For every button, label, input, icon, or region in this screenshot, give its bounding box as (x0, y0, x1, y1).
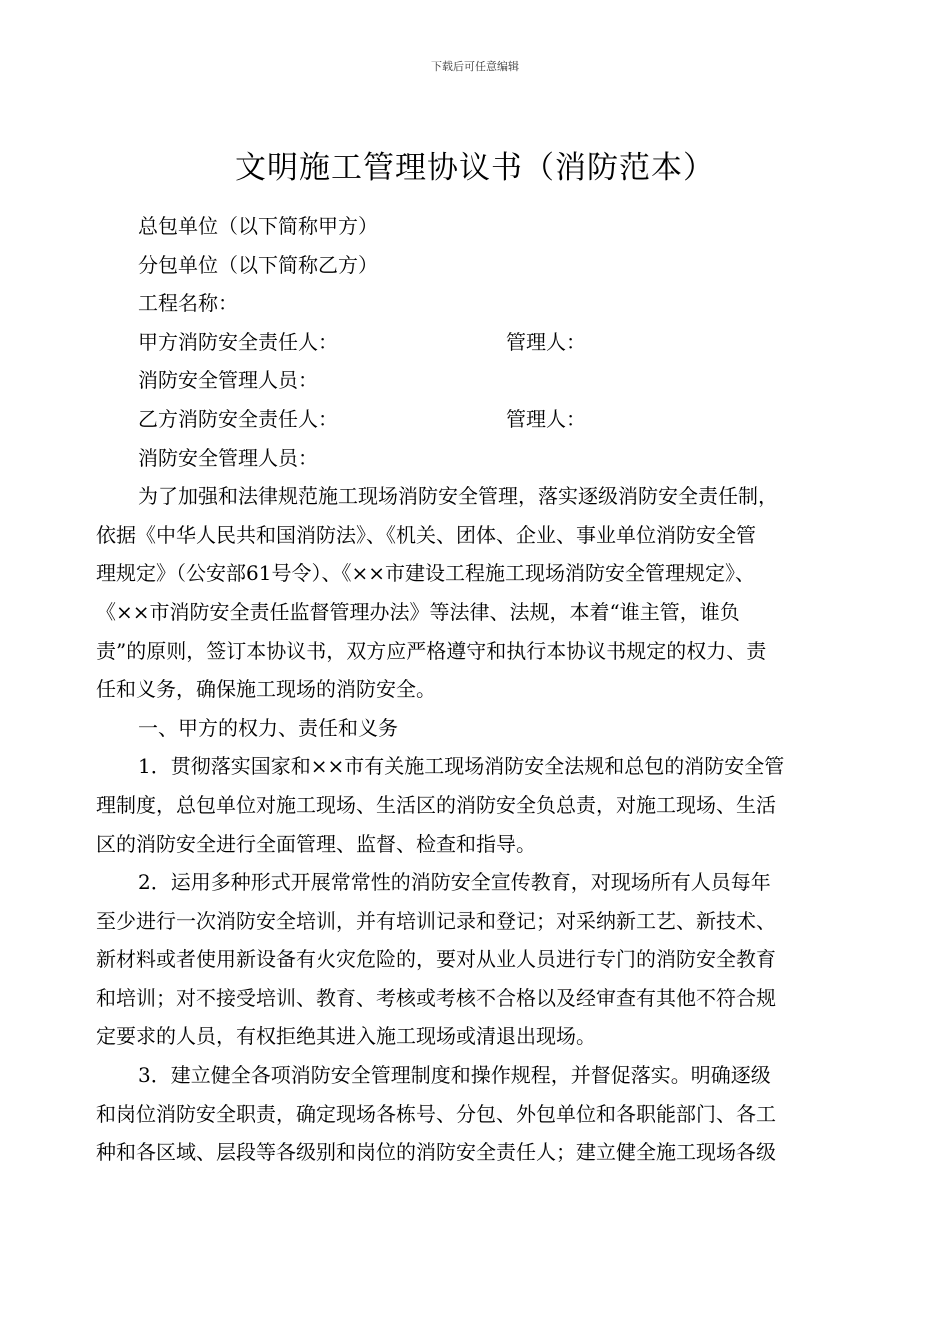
item2-line: 和培训；对不接受培训、教育、考核或考核不合格以及经审查有其他不符合规 (96, 985, 776, 1010)
document-body (96, 207, 856, 1172)
preamble-line: 为了加强和法律规范施工现场消防安全管理，落实逐级消防安全责任制， (138, 484, 778, 509)
section-heading: 一、甲方的权力、责任和义务 (138, 715, 398, 740)
item3-line: 种和各区域、层段等各级别和岗位的消防安全责任人；建立健全施工现场各级 (96, 1140, 776, 1165)
party-b-row (96, 400, 856, 439)
item2-line: 2．运用多种形式开展常常性的消防安全宣传教育，对现场所有人员每年 (138, 870, 771, 895)
item1-line: 1．贯彻落实国家和××市有关施工现场消防安全法规和总包的消防安全管 (138, 754, 785, 779)
item2-line: 至少进行一次消防安全培训，并有培训记录和登记；对采纳新工艺、新技术、 (96, 908, 776, 933)
preamble-line: 理规定》（公安部61号令）、《××市建设工程施工现场消防安全管理规定》、 (96, 561, 755, 586)
party-a-manager-field: 管理人： (506, 329, 586, 354)
preamble-line: 《××市消防安全责任监督管理办法》等法律、法规，本着“谁主管，谁负 (96, 599, 740, 624)
item2-line: 定要求的人员，有权拒绝其进入施工现场或清退出现场。 (96, 1024, 596, 1049)
item3-line: 和岗位消防安全职责，确定现场各栋号、分包、外包单位和各职能部门、各工 (96, 1101, 776, 1126)
party-b-staff-field: 消防安全管理人员： (138, 445, 318, 470)
party-b-responsible-field: 乙方消防安全责任人： (138, 406, 338, 431)
item1-line: 区的消防安全进行全面管理、监督、检查和指导。 (96, 831, 536, 856)
general-contractor-field: 总包单位（以下简称甲方） (138, 214, 378, 238)
item2-line: 新材料或者使用新设备有火灾危险的，要对从业人员进行专门的消防安全教育 (96, 947, 776, 972)
party-a-responsible-field: 甲方消防安全责任人： (138, 329, 338, 354)
header-note: 下载后可任意编辑 (431, 60, 519, 73)
party-b-manager-field: 管理人： (506, 406, 586, 431)
preamble-line: 责”的原则，签订本协议书，双方应严格遵守和执行本协议书规定的权力、责 (96, 638, 767, 663)
preamble-line: 依据《中华人民共和国消防法》、《机关、团体、企业、事业单位消防安全管 (96, 522, 756, 547)
party-a-staff-field: 消防安全管理人员： (138, 368, 318, 393)
item1-line: 理制度，总包单位对施工现场、生活区的消防安全负总责，对施工现场、生活 (96, 792, 776, 817)
subcontractor-field: 分包单位（以下简称乙方） (138, 252, 378, 277)
preamble-line: 任和义务，确保施工现场的消防安全。 (96, 677, 436, 702)
project-name-field: 工程名称： (138, 291, 238, 316)
party-a-row (96, 323, 856, 362)
item3-line: 3．建立健全各项消防安全管理制度和操作规程，并督促落实。明确逐级 (138, 1063, 771, 1088)
document-title: 文明施工管理协议书（消防范本） (235, 150, 715, 186)
